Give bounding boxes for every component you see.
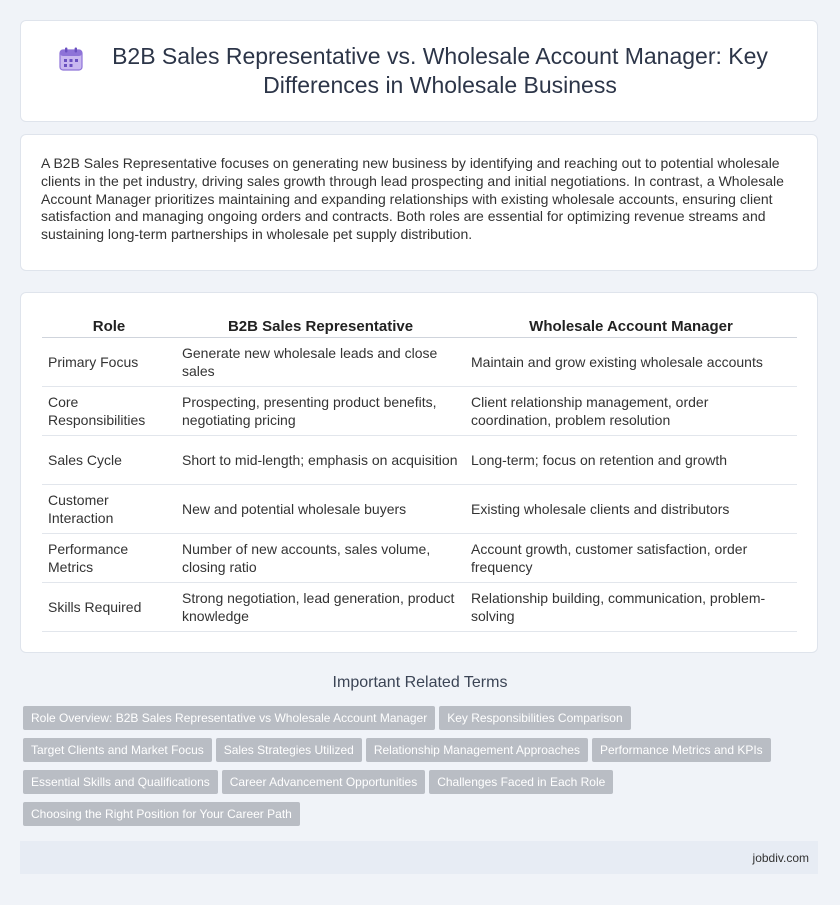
footer-site-link[interactable]: jobdiv.com (752, 850, 809, 865)
related-term-tag[interactable]: Role Overview: B2B Sales Representative vs Wholesale Account Manager (23, 706, 435, 730)
comparison-table-card (20, 292, 818, 653)
related-term-tag[interactable]: Target Clients and Market Focus (23, 738, 212, 762)
related-terms-tags (23, 706, 813, 834)
wam-cell: Relationship building, communication, problem-solving (465, 583, 797, 632)
row-label: Customer Interaction (42, 485, 176, 534)
footer (20, 841, 818, 874)
table-row (42, 534, 797, 583)
wam-cell: Long-term; focus on retention and growth (465, 436, 797, 485)
related-term-tag[interactable]: Relationship Management Approaches (366, 738, 588, 762)
related-term-tag[interactable]: Challenges Faced in Each Role (429, 770, 613, 794)
row-label: Sales Cycle (42, 436, 176, 485)
row-label: Skills Required (42, 583, 176, 632)
page-title: B2B Sales Representative vs. Wholesale Account Manager: Key Differences in Wholesale Business (112, 43, 768, 98)
table-row (42, 338, 797, 387)
summary-card (20, 134, 818, 271)
header-role: Role (42, 315, 176, 338)
related-terms-title: Important Related Terms (332, 674, 508, 691)
row-label: Primary Focus (42, 338, 176, 387)
table-row (42, 387, 797, 436)
header-card (20, 20, 818, 122)
related-term-tag[interactable]: Sales Strategies Utilized (216, 738, 362, 762)
related-term-tag[interactable]: Essential Skills and Qualifications (23, 770, 218, 794)
b2b-cell: Strong negotiation, lead generation, product knowledge (176, 583, 465, 632)
summary-text: A B2B Sales Representative focuses on generating new business by identifying and reaching out to potential wholesale clients in the pet industry, driving sales growth through lead prospecting and initial negotiations. In contrast, a Wholesale Account Manager prioritizes maintaining and expanding relationships with existing wholesale accounts, ensuring client satisfaction and managing ongoing orders and contracts. Both roles are essential for optimizing revenue streams and sustaining long-term partnerships in wholesale pet supply distribution. (41, 155, 784, 243)
related-term-tag[interactable]: Performance Metrics and KPIs (592, 738, 771, 762)
row-label: Performance Metrics (42, 534, 176, 583)
table-row (42, 485, 797, 534)
related-term-tag[interactable]: Choosing the Right Position for Your Career Path (23, 802, 300, 826)
wam-cell: Maintain and grow existing wholesale accounts (465, 338, 797, 387)
wam-cell: Existing wholesale clients and distributors (465, 485, 797, 534)
b2b-cell: New and potential wholesale buyers (176, 485, 465, 534)
related-term-tag[interactable]: Career Advancement Opportunities (222, 770, 425, 794)
wam-cell: Account growth, customer satisfaction, order frequency (465, 534, 797, 583)
b2b-cell: Number of new accounts, sales volume, closing ratio (176, 534, 465, 583)
comparison-table (42, 315, 797, 632)
b2b-cell: Prospecting, presenting product benefits, negotiating pricing (176, 387, 465, 436)
header-inner (49, 42, 789, 100)
b2b-cell: Short to mid-length; emphasis on acquisition (176, 436, 465, 485)
wam-cell: Client relationship management, order coordination, problem resolution (465, 387, 797, 436)
calendar-icon (58, 46, 84, 72)
row-label: Core Responsibilities (42, 387, 176, 436)
table-row (42, 436, 797, 485)
related-term-tag[interactable]: Key Responsibilities Comparison (439, 706, 630, 730)
header-b2b-sales-rep: B2B Sales Representative (176, 315, 465, 338)
table-header-row (42, 315, 797, 338)
header-wholesale-account-manager: Wholesale Account Manager (465, 315, 797, 338)
b2b-cell: Generate new wholesale leads and close sales (176, 338, 465, 387)
table-row (42, 583, 797, 632)
